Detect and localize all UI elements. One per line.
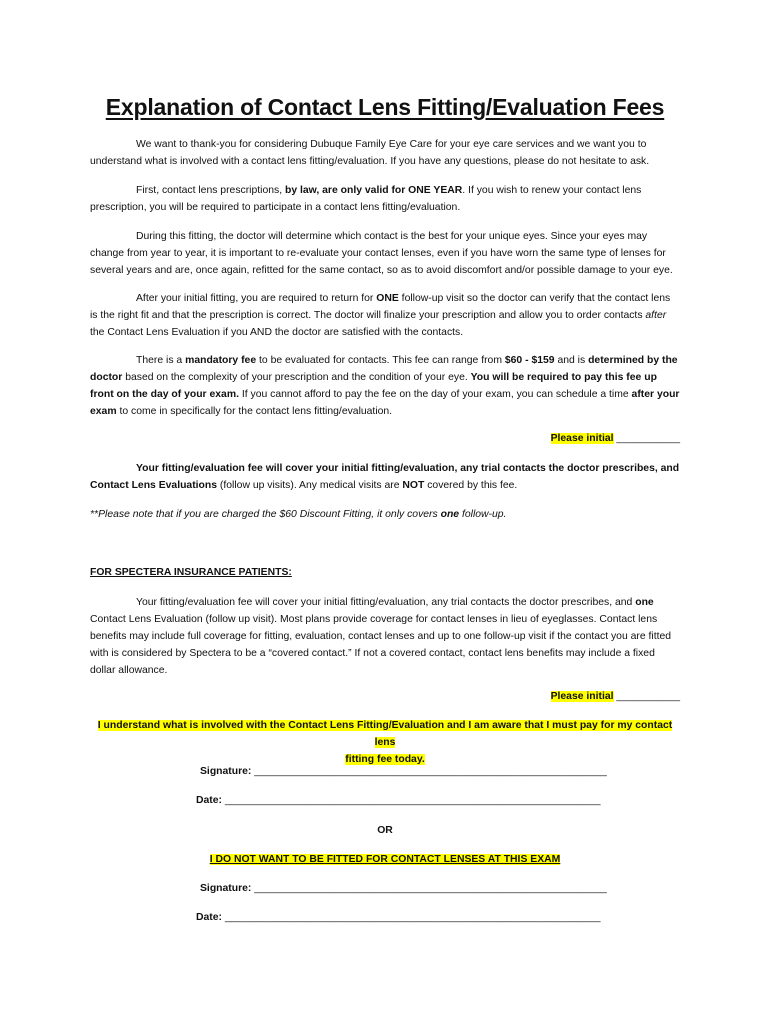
date-line[interactable]: _________________________________________________________________	[224, 795, 601, 806]
signature-line[interactable]: _____________________________________________________________	[254, 883, 607, 894]
text-run: There is a	[136, 355, 186, 366]
text-run: . If you wish to renew your contact lens prescription, you will be required to participate in a contact lens fitting/evaluation.	[90, 185, 642, 213]
discount-note	[90, 506, 680, 523]
text-run: follow-up visit so the doctor can verify that the contact lens is the right fit and that the prescription is correct. The doctor will finalize your prescription and allow you to order contacts	[90, 293, 671, 321]
text-run: the Contact Lens Evaluation if you AND the doctor are satisfied with the contacts.	[90, 327, 464, 338]
fee-coverage-paragraph	[90, 460, 680, 494]
decline-statement	[90, 851, 680, 868]
bold-run: ONE	[376, 293, 399, 304]
bold-run: NOT	[402, 480, 425, 491]
fitting-paragraph: During this fitting, the doctor will determine which contact is the best for your unique eyes. Since your eyes may change from year to year, it is important to re-evaluate your contact lenses, even if you have worn the same type of lenses for several years and are, once again, refitted for the same contact, so as to avoid discomfort and/or possible damage to your eye.	[90, 231, 673, 276]
text-run: (follow up visits). Any medical visits are	[217, 480, 403, 491]
text-run: Your fitting/evaluation fee will cover your initial fitting/evaluation, any trial contacts the doctor prescribes, and	[136, 597, 636, 608]
initial-blank-line[interactable]: ___________	[616, 691, 680, 702]
bold-run: You will be required to pay this fee up front on the day of your exam.	[90, 372, 657, 400]
italic-run: follow-up.	[459, 509, 507, 520]
signature-label: Signature:	[200, 883, 252, 894]
spectera-paragraph	[90, 594, 680, 679]
italic-run	[441, 509, 459, 520]
signature-field-2[interactable]	[200, 880, 607, 897]
section-heading: FOR SPECTERA INSURANCE PATIENTS:	[90, 567, 292, 578]
agreement-statement	[90, 717, 680, 768]
date-field-1[interactable]	[196, 792, 601, 809]
date-line[interactable]: _________________________________________________________________	[224, 912, 601, 923]
bold-run: determined by the doctor	[90, 355, 678, 383]
signature-line[interactable]: _____________________________________________________________	[254, 766, 607, 777]
mandatory-fee-paragraph	[90, 352, 680, 420]
page-title: Explanation of Contact Lens Fitting/Evaluation Fees	[105, 94, 665, 120]
date-label: Date:	[196, 912, 222, 923]
bold-run: mandatory fee	[185, 355, 257, 366]
bold-run: one	[635, 597, 654, 608]
decline-text: I DO NOT WANT TO BE FITTED FOR CONTACT LENSES AT THIS EXAM	[209, 854, 561, 865]
bold-run: by law, are only valid for ONE YEAR	[285, 185, 463, 196]
please-initial-label: Please initial	[550, 433, 614, 444]
text-run: Contact Lens Evaluation (follow up visit). Most plans provide coverage for contact lenses in lieu of eyeglasses. Contact lens benefits may include full coverage for fitting, evaluation, contact lenses and up to one follow-up visit if the contact you are fitted with is considered by Spectera to be a “covered contact.” If not a covered contact, contact lens benefits may include a fixed dollar allowance.	[90, 614, 672, 676]
bold-run: after your exam	[90, 389, 680, 417]
please-initial-field-1[interactable]	[551, 430, 680, 447]
text-run: to be evaluated for contacts. This fee can range from	[256, 355, 505, 366]
follow-up-paragraph	[90, 290, 680, 341]
text-run: and is	[554, 355, 589, 366]
agreement-line-2: fitting fee today.	[345, 754, 425, 765]
prescription-validity-paragraph	[90, 182, 680, 216]
text-run: to come in specifically for the contact lens fitting/evaluation.	[116, 406, 393, 417]
date-label: Date:	[196, 795, 222, 806]
text-run: covered by this fee.	[424, 480, 518, 491]
please-initial-field-2[interactable]	[551, 688, 680, 705]
text-run: If you cannot afford to pay the fee on the day of your exam, you can schedule a time	[238, 389, 632, 400]
signature-field-1[interactable]	[200, 763, 607, 780]
spectera-heading	[90, 564, 680, 581]
date-field-2[interactable]	[196, 909, 601, 926]
text-run: based on the complexity of your prescription and the condition of your eye.	[122, 372, 471, 383]
agreement-line-1: I understand what is involved with the Contact Lens Fitting/Evaluation and I am aware that I must pay for my contact lens	[97, 720, 673, 748]
text-run: First, contact lens prescriptions,	[136, 185, 285, 196]
italic-run: **Please note that if you are charged the $60 Discount Fitting, it only covers	[90, 509, 441, 520]
please-initial-label: Please initial	[550, 691, 614, 702]
bold-run: $60 - $159	[504, 355, 555, 366]
italic-run: after	[645, 310, 667, 321]
initial-blank-line[interactable]: ___________	[616, 433, 680, 444]
bold-italic-run: one	[440, 509, 460, 520]
signature-label: Signature:	[200, 766, 252, 777]
bold-run: Your fitting/evaluation fee will cover your initial fitting/evaluation, any trial contacts the doctor prescribes, and Contact Lens Evaluations	[90, 463, 680, 491]
text-run: After your initial fitting, you are required to return for	[136, 293, 377, 304]
intro-paragraph: We want to thank-you for considering Dubuque Family Eye Care for your eye care services and we want you to understand what is involved with a contact lens fitting/evaluation. If you have any questions, please do not hesitate to ask.	[90, 139, 650, 167]
or-separator: OR	[377, 825, 393, 836]
